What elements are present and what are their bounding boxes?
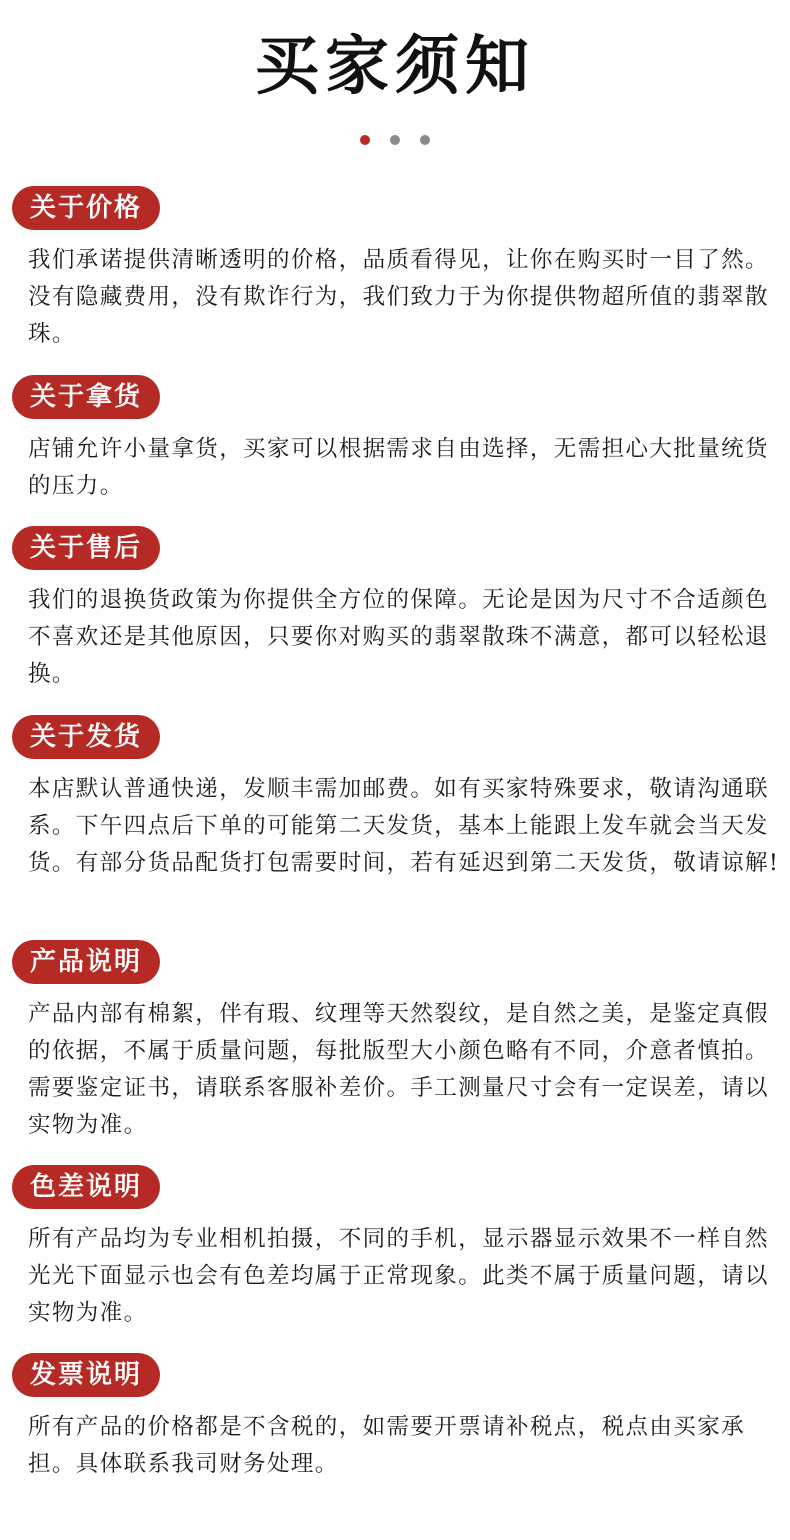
section-body-color-note: 所有产品均为专业相机拍摄，不同的手机，显示器显示效果不一样自然光光下面显示也会有色差均属于正常现象。此类不属于质量问题，请以实物为准。 [28,1226,769,1326]
section-body-pickup: 店铺允许小量拿货，买家可以根据需求自由选择，无需担心大批量统货的压力。 [28,436,769,499]
carousel-dot[interactable] [420,135,430,145]
section-title-price: 关于价格 [12,186,160,230]
section-title-pickup: 关于拿货 [12,375,160,419]
carousel-dot[interactable] [390,135,400,145]
section-body-shipping: 本店默认普通快递，发顺丰需加邮费。如有买家特殊要求，敬请沟通联系。下午四点后下单的可能第二天发货，基本上能跟上发车就会当天发货。有部分货品配货打包需要时间，若有延迟到第二天发货，敬请谅解! [28,776,780,876]
section-body-price: 我们承诺提供清晰透明的价格，品质看得见，让你在购买时一目了然。没有隐藏费用，没有欺诈行为，我们致力于为你提供物超所值的翡翠散珠。 [28,247,769,347]
section-title-invoice-note: 发票说明 [12,1353,160,1397]
section-title-color-note: 色差说明 [12,1165,160,1209]
carousel-dots [0,135,790,147]
page-title: 买家须知 [255,29,535,104]
section-body-after-sales: 我们的退换货政策为你提供全方位的保障。无论是因为尺寸不合适颜色不喜欢还是其他原因，只要你对购买的翡翠散珠不满意，都可以轻松退换。 [28,587,769,687]
section-body-invoice-note: 所有产品的价格都是不含税的，如需要开票请补税点，税点由买家承担。具体联系我司财务处理。 [28,1414,746,1477]
section-title-product-note: 产品说明 [12,940,160,984]
section-title-shipping: 关于发货 [12,715,160,759]
section-body-product-note: 产品内部有棉絮，伴有瑕、纹理等天然裂纹，是自然之美，是鉴定真假的依据，不属于质量问题，每批版型大小颜色略有不同，介意者慎拍。需要鉴定证书，请联系客服补差价。手工测量尺寸会有一定误差，请以实物为准。 [28,1001,769,1138]
section-title-after-sales: 关于售后 [12,526,160,570]
carousel-dot-active[interactable] [360,135,370,145]
